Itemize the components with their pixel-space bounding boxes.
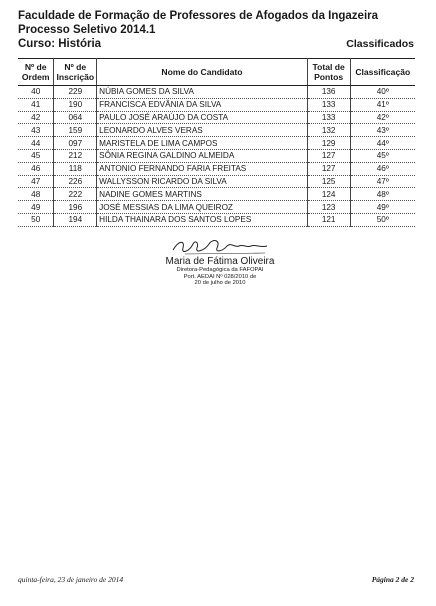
table-row [18,124,415,137]
course-name: Curso: História [18,38,102,50]
cell-inscricao: 159 [54,124,97,137]
cell-ordem: 44 [18,137,54,150]
cell-pontos: 133 [307,111,350,124]
table-row [18,175,415,188]
cell-classificacao: 44º [350,137,415,150]
cell-nome: NÚBIA GOMES DA SILVA [97,86,308,99]
col-header-classificacao: Classificação [350,59,415,86]
cell-nome: MARISTELA DE LIMA CAMPOS [97,137,308,150]
cell-nome: LEONARDO ALVES VERAS [97,124,308,137]
table-row [18,201,415,214]
cell-nome: HILDA THAINARA DOS SANTOS LOPES [97,213,308,226]
cell-ordem: 45 [18,149,54,162]
cell-inscricao: 064 [54,111,97,124]
table-row [18,213,415,226]
cell-classificacao: 47º [350,175,415,188]
cell-nome: FRANCISCA EDVÂNIA DA SILVA [97,98,308,111]
institution-name: Faculdade de Formação de Professores de Afogados da Ingazeira [18,10,379,22]
cell-classificacao: 45º [350,149,415,162]
signatory-role: Diretora-Pedagógica da FAFOPAI [176,267,264,273]
table-header [18,59,415,86]
signatory-portaria: Port. AEDAI Nº 028/2010 de [183,273,257,280]
cell-classificacao: 49º [350,201,415,214]
document-header [18,9,418,51]
footer-page-number: Página 2 de 2 [371,575,414,584]
cell-pontos: 132 [307,124,350,137]
table-row [18,188,415,201]
cell-nome: ANTONIO FERNANDO FARIA FREITAS [97,162,308,175]
cell-nome: JOSÉ MESSIAS DA LIMA QUEIROZ [97,201,308,214]
cell-pontos: 127 [307,162,350,175]
cell-ordem: 40 [18,86,54,99]
cell-classificacao: 43º [350,124,415,137]
cell-classificacao: 41º [350,98,415,111]
cell-nome: NADINE GOMES MARTINS [97,188,308,201]
col-header-inscricao: Nº de Inscrição [54,59,97,86]
cell-inscricao: 118 [54,162,97,175]
cell-inscricao: 196 [54,201,97,214]
section-title: Classificados [346,38,414,50]
cell-nome: PAULO JOSÉ ARAÚJO DA COSTA [97,111,308,124]
cell-classificacao: 40º [350,86,415,99]
table-row [18,98,415,111]
cell-pontos: 123 [307,201,350,214]
cell-pontos: 136 [307,86,350,99]
table-body [18,86,415,227]
cell-ordem: 50 [18,213,54,226]
cell-inscricao: 194 [54,213,97,226]
cell-inscricao: 190 [54,98,97,111]
table-row [18,111,415,124]
cell-inscricao: 212 [54,149,97,162]
signature-block [140,236,300,287]
cell-inscricao: 226 [54,175,97,188]
cell-ordem: 41 [18,98,54,111]
table-row [18,86,415,99]
cell-pontos: 133 [307,98,350,111]
cell-classificacao: 46º [350,162,415,175]
signatory-date: 20 de julho de 2010 [194,280,246,286]
cell-classificacao: 48º [350,188,415,201]
cell-ordem: 42 [18,111,54,124]
cell-classificacao: 42º [350,111,415,124]
cell-pontos: 127 [307,149,350,162]
cell-ordem: 43 [18,124,54,137]
table-row [18,137,415,150]
cell-pontos: 124 [307,188,350,201]
table-row [18,149,415,162]
table-row [18,162,415,175]
cell-classificacao: 50º [350,213,415,226]
cell-inscricao: 229 [54,86,97,99]
cell-nome: WALLYSSON RICARDO DA SILVA [97,175,308,188]
col-header-nome: Nome do Candidato [97,59,308,86]
col-header-pontos: Total de Pontos [307,59,350,86]
process-title: Processo Seletivo 2014.1 [18,24,156,36]
cell-ordem: 47 [18,175,54,188]
cell-inscricao: 097 [54,137,97,150]
cell-pontos: 121 [307,213,350,226]
signatory-name: Maria de Fátima Oliveira [165,256,275,267]
footer-date: quinta-feira, 23 de janeiro de 2014 [18,575,124,584]
cell-ordem: 49 [18,201,54,214]
cell-ordem: 46 [18,162,54,175]
cell-nome: SÔNIA REGINA GALDINO ALMEIDA [97,149,308,162]
signature-image [165,236,275,258]
cell-pontos: 125 [307,175,350,188]
cell-inscricao: 222 [54,188,97,201]
cell-ordem: 48 [18,188,54,201]
results-table [18,58,415,227]
col-header-ordem: Nº de Ordem [18,59,54,86]
course-row [18,37,418,51]
cell-pontos: 129 [307,137,350,150]
